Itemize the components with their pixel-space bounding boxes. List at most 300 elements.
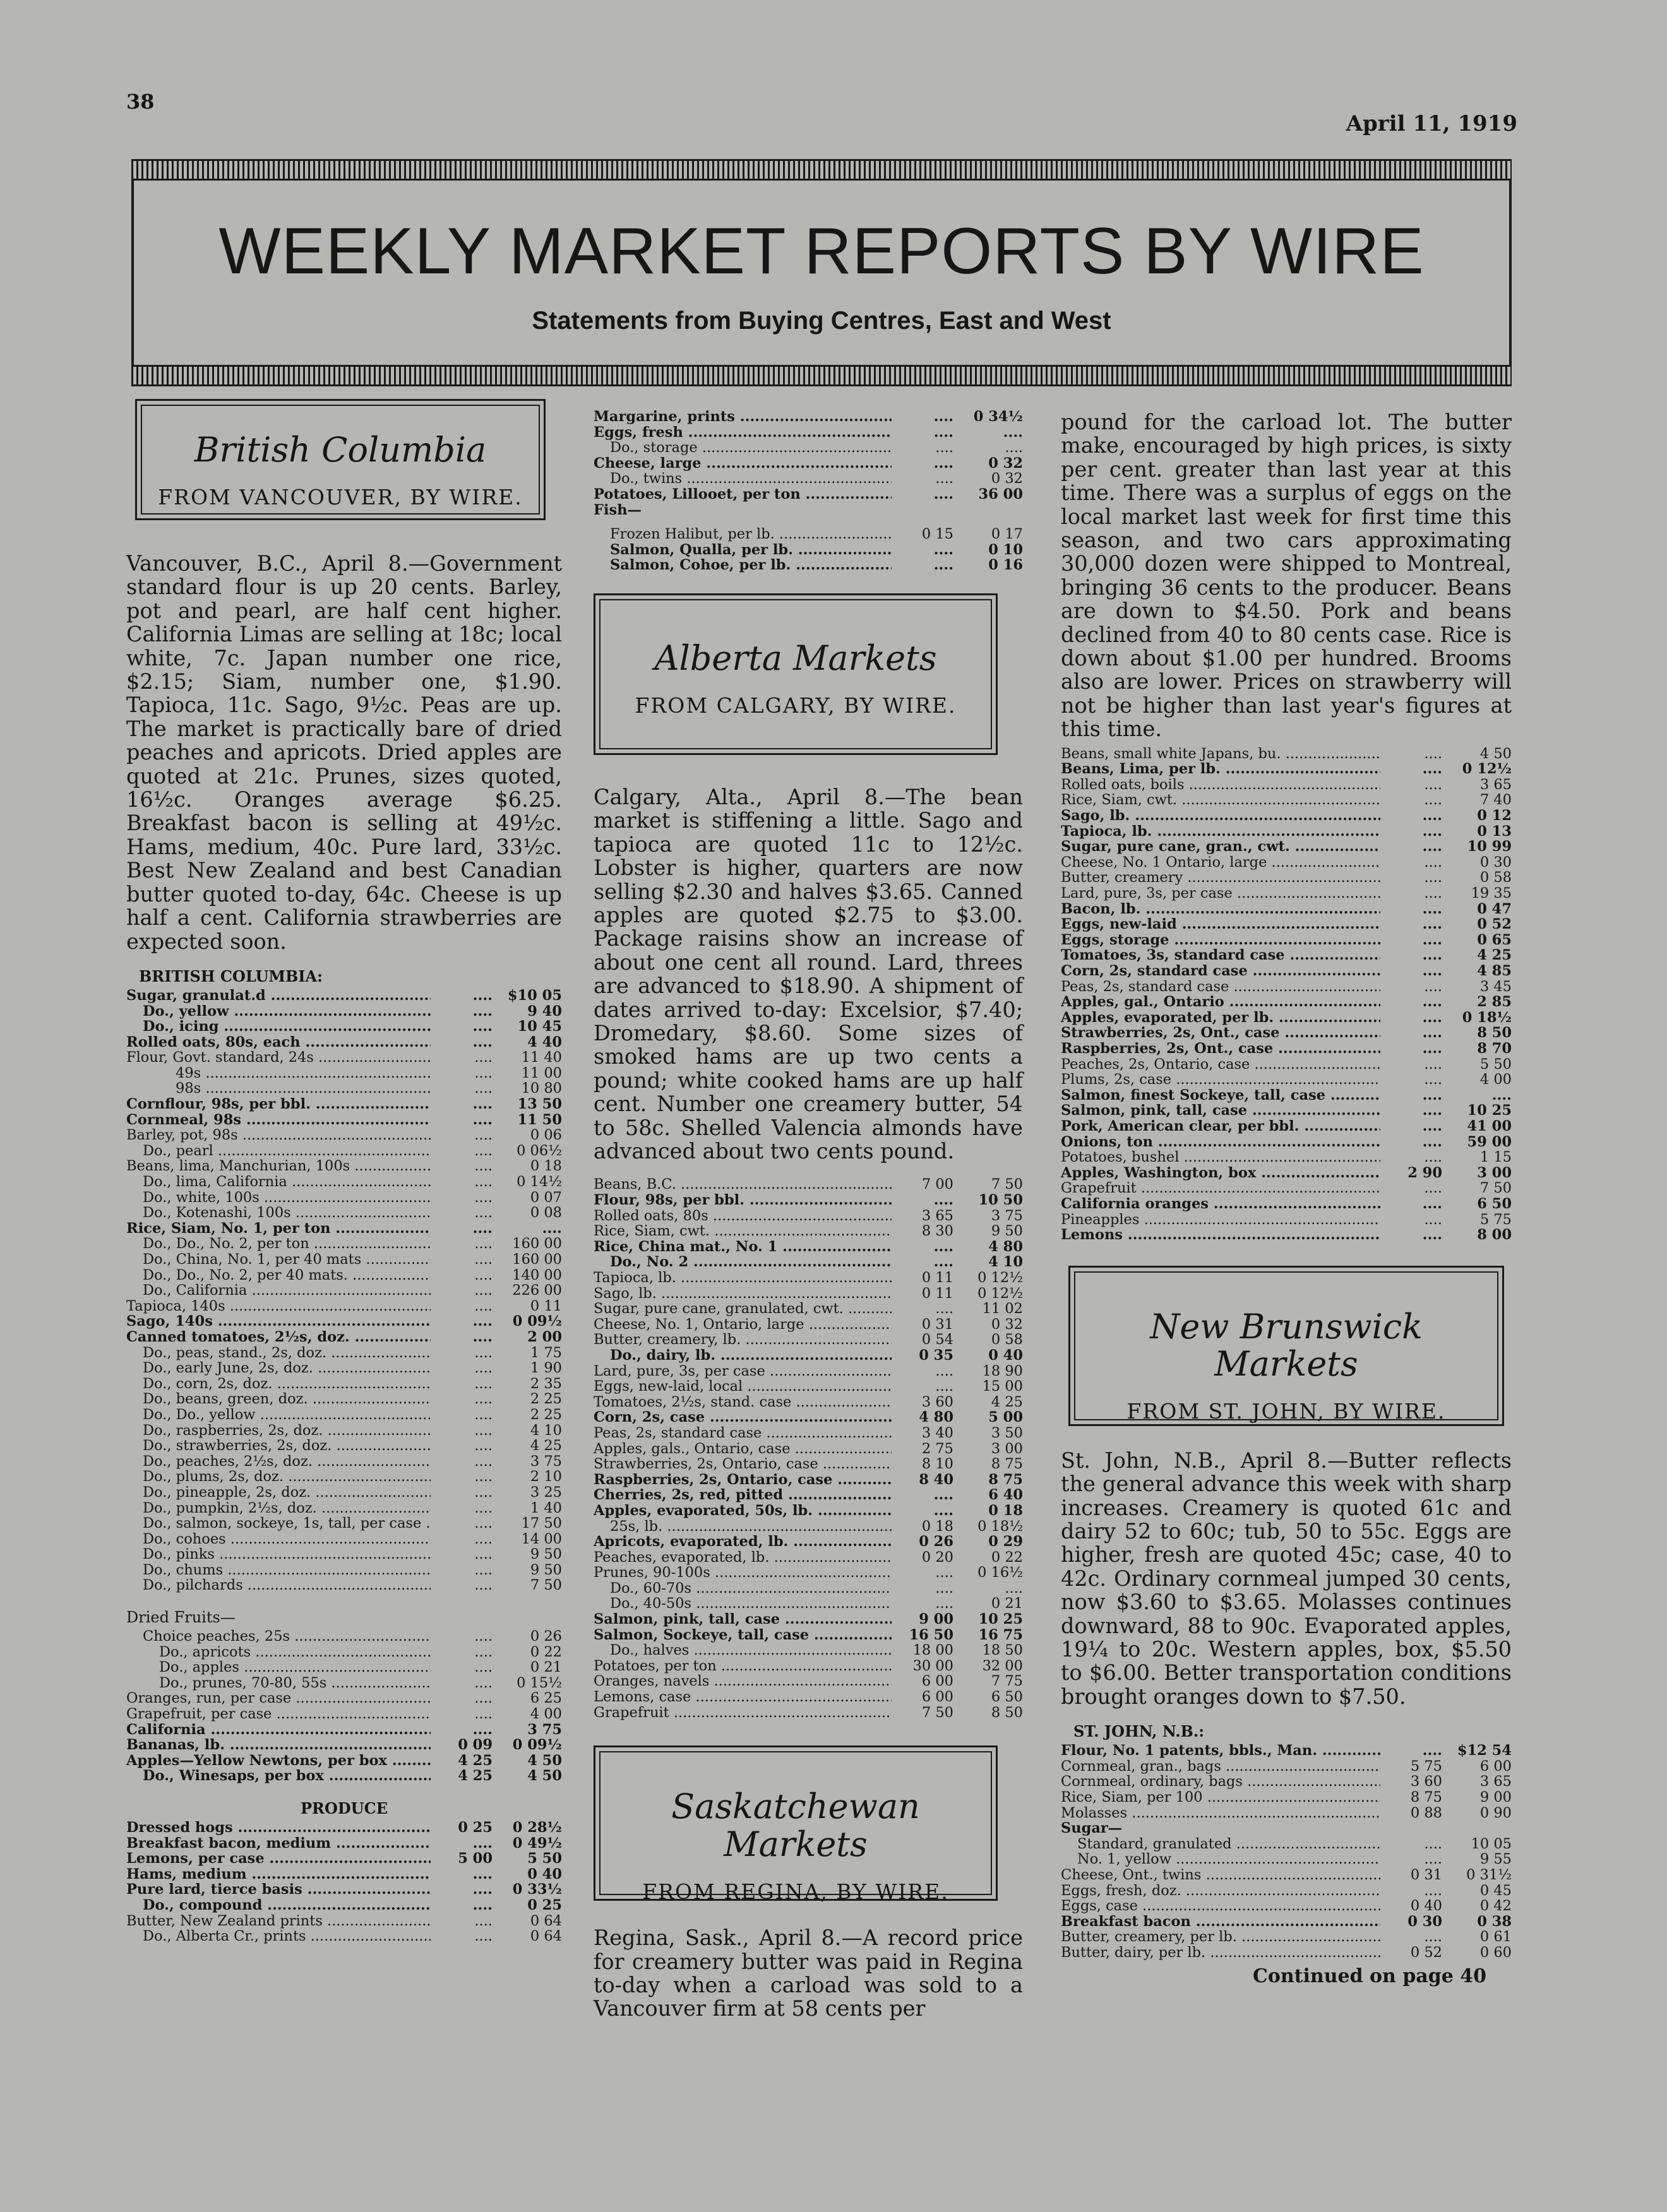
- price-row: [126, 1050, 562, 1066]
- item-label: Sugar—: [1061, 1821, 1123, 1836]
- item-label: Pork, American clear, per bbl. .....: [1061, 1119, 1380, 1134]
- price-row: [126, 1929, 562, 1944]
- price-high: 10 05: [1471, 1835, 1512, 1852]
- item-label: Frozen Halibut, per lb. .....: [594, 526, 892, 542]
- sask-heading-inner: [599, 1751, 992, 1904]
- price-high: 3 00: [991, 1440, 1023, 1457]
- item-label: Canned tomatoes, 2½s, doz. .....: [126, 1329, 431, 1345]
- item-label: Tomatoes, 3s, standard case .....: [1061, 948, 1380, 963]
- price-high: ....: [1003, 424, 1023, 441]
- price-low: ....: [474, 1406, 493, 1423]
- item-label: Lemons, per case .....: [126, 1851, 431, 1867]
- price-row: [594, 542, 1023, 558]
- price-high: 8 75: [988, 1471, 1023, 1488]
- alberta-price-table: [594, 1177, 1023, 1720]
- price-low: ....: [1424, 869, 1442, 886]
- price-low: ....: [474, 1628, 493, 1645]
- item-label: Flour, 98s, per bbl. .....: [594, 1192, 892, 1208]
- price-low: 0 25: [458, 1819, 493, 1836]
- price-high: 160 00: [512, 1235, 562, 1252]
- item-label: Pineapples .....: [1061, 1212, 1380, 1228]
- price-low: 8 75: [1410, 1788, 1442, 1805]
- price-low: ....: [474, 1499, 493, 1516]
- nb-heading-box: [1068, 1266, 1504, 1426]
- price-high: 4 25: [1477, 947, 1512, 964]
- price-low: 4 25: [458, 1768, 493, 1785]
- price-high: 9 50: [530, 1546, 562, 1563]
- price-row: [126, 1081, 562, 1097]
- price-row: [594, 1410, 1023, 1425]
- price-low: ....: [472, 1896, 493, 1913]
- price-row: [594, 487, 1023, 502]
- price-row: [1061, 1867, 1512, 1883]
- price-high: 16 75: [978, 1626, 1023, 1643]
- price-row: [594, 1208, 1023, 1224]
- price-low: ....: [935, 1362, 953, 1379]
- item-label: Cornmeal, 98s .....: [126, 1112, 431, 1128]
- price-row: [126, 1469, 562, 1485]
- price-row: [126, 1660, 562, 1675]
- bc-price-table: [126, 988, 562, 1593]
- price-low: ....: [474, 1174, 493, 1191]
- price-high: 0 58: [1479, 869, 1512, 886]
- price-high: [953, 502, 1023, 518]
- price-low: ....: [472, 1865, 493, 1882]
- item-label: Cheese, No. 1 Ontario, large .....: [1061, 855, 1380, 871]
- item-label: Choice peaches, 25s .....: [126, 1629, 431, 1644]
- price-high: $12 54: [1457, 1742, 1512, 1759]
- price-low: ....: [1422, 1227, 1442, 1244]
- price-high: 0 07: [530, 1189, 562, 1206]
- page-number: 38: [126, 90, 155, 114]
- price-low: ....: [472, 1096, 493, 1113]
- item-label: Tapioca, lb. .....: [1061, 824, 1380, 840]
- sask-report: Regina, Sask., April 8.—A record price for creamery butter was paid in Regina to-day when a carload was sold to a Vancouver firm at 58 cents per: [594, 1925, 1023, 2021]
- price-row: [594, 502, 1023, 518]
- price-low: ....: [474, 1344, 493, 1361]
- item-label: Apples, Washington, box .....: [1061, 1165, 1380, 1181]
- fish-table: [594, 526, 1023, 573]
- item-label: Do., pearl .....: [126, 1143, 431, 1159]
- banner-rule-bottom: [131, 365, 1512, 386]
- bc-heading-box: [135, 399, 546, 520]
- item-label: Peaches, 2s, Ontario, case .....: [1061, 1057, 1380, 1073]
- price-row: [1061, 979, 1512, 995]
- price-high: 2 25: [530, 1391, 562, 1408]
- item-label: No. 1, yellow .....: [1061, 1852, 1380, 1867]
- price-low: ....: [933, 485, 953, 502]
- price-high: 10 50: [978, 1192, 1023, 1209]
- bc-table-title: BRITISH COLUMBIA:: [139, 966, 323, 985]
- item-label: Lemons .....: [1061, 1227, 1380, 1243]
- price-low: ....: [1424, 853, 1442, 871]
- price-high: 9 00: [1479, 1788, 1512, 1805]
- price-row: [594, 1487, 1023, 1503]
- item-label: Lard, pure, 3s, per case .....: [1061, 886, 1380, 901]
- price-row: [126, 1391, 562, 1407]
- price-high: 0 06½: [517, 1142, 562, 1159]
- produce-table: [126, 1820, 562, 1944]
- item-label: Rice, Siam, cwt. .....: [1061, 792, 1380, 808]
- price-row: [1061, 1821, 1512, 1836]
- price-high: 10 99: [1467, 838, 1512, 855]
- price-low: ....: [1422, 1086, 1442, 1103]
- price-row: [1061, 1914, 1512, 1930]
- item-label: Lard, pure, 3s, per case .....: [594, 1364, 892, 1379]
- price-high: 4 85: [1477, 963, 1512, 979]
- price-low: ....: [1422, 900, 1442, 917]
- price-row: [594, 557, 1023, 573]
- price-high: 7 50: [991, 1176, 1023, 1193]
- price-low: ....: [474, 1297, 493, 1314]
- price-high: 0 06: [530, 1127, 562, 1144]
- price-high: 1 90: [530, 1360, 562, 1377]
- price-low: ....: [933, 1502, 953, 1519]
- item-label: Cherries, 2s, red, pitted .....: [594, 1487, 892, 1503]
- item-label: Do., cohoes .....: [126, 1531, 431, 1547]
- price-high: 0 31½: [1466, 1866, 1512, 1883]
- price-row: [594, 1223, 1023, 1239]
- bc-subtitle: FROM VANCOUVER, BY WIRE.: [158, 485, 523, 510]
- price-low: ....: [1424, 792, 1442, 809]
- price-high: 7 40: [1479, 792, 1512, 809]
- price-high: 0 64: [530, 1912, 562, 1929]
- item-label: Rice, Siam, No. 1, per ton .....: [126, 1221, 431, 1237]
- banner-box: [131, 181, 1512, 365]
- item-label: Cornmeal, ordinary, bags .....: [1061, 1774, 1380, 1790]
- alberta-subtitle: FROM CALGARY, BY WIRE.: [635, 693, 957, 718]
- price-row: [594, 1364, 1023, 1379]
- price-row: [594, 1270, 1023, 1286]
- price-low: ....: [474, 1659, 493, 1676]
- price-low: ....: [933, 541, 953, 558]
- price-low: ....: [1422, 1195, 1442, 1212]
- price-row: [594, 1441, 1023, 1457]
- price-high: 0 32: [991, 470, 1023, 487]
- price-low: 0 09: [458, 1737, 493, 1754]
- price-row: [126, 1035, 562, 1050]
- price-high: 0 45: [1479, 1882, 1512, 1899]
- price-low: 18 00: [912, 1642, 953, 1659]
- item-label: Apricots, evaporated, lb. .....: [594, 1534, 892, 1550]
- price-low: ....: [1424, 1851, 1442, 1868]
- item-label: Do., peaches, 2½s, doz. .....: [126, 1454, 431, 1470]
- price-high: 0 61: [1479, 1929, 1512, 1946]
- price-high: 11 50: [517, 1111, 562, 1128]
- price-low: ....: [1422, 1117, 1442, 1134]
- price-low: ....: [474, 1453, 493, 1470]
- price-high: 5 75: [1479, 1211, 1512, 1228]
- price-high: 10 45: [517, 1018, 562, 1035]
- price-high: 0 29: [988, 1533, 1023, 1550]
- price-row: [1061, 917, 1512, 932]
- price-low: ....: [935, 1564, 953, 1581]
- price-row: [1061, 1057, 1512, 1073]
- alberta-title: Alberta Markets: [654, 638, 937, 678]
- nb-subtitle: FROM ST. JOHN, BY WIRE.: [1126, 1399, 1446, 1424]
- price-row: [594, 1503, 1023, 1519]
- price-high: 2 85: [1477, 994, 1512, 1011]
- price-high: 0 30: [1479, 853, 1512, 871]
- price-high: 0 22: [530, 1643, 562, 1660]
- item-label: Grapefruit .....: [594, 1705, 892, 1721]
- price-row: [126, 1516, 562, 1531]
- item-label: Cheese, Ont., twins .....: [1061, 1867, 1380, 1883]
- price-low: 0 20: [921, 1549, 953, 1566]
- item-label: Do., storage .....: [594, 440, 892, 456]
- price-low: ....: [474, 1049, 493, 1066]
- issue-date: April 11, 1919: [1346, 111, 1517, 136]
- item-label: Do., early June, 2s, doz. .....: [126, 1360, 431, 1376]
- sask-subtitle: FROM REGINA, BY WIRE.: [642, 1879, 949, 1904]
- price-low: ....: [1424, 1071, 1442, 1088]
- item-label: Eggs, new-laid, local .....: [594, 1379, 892, 1394]
- item-label: Corn, 2s, standard case .....: [1061, 963, 1380, 979]
- price-low: 8 30: [921, 1223, 953, 1240]
- price-row: [126, 1252, 562, 1268]
- price-row: [126, 1127, 562, 1143]
- item-label: Oranges, run, per case .....: [126, 1691, 431, 1706]
- item-label: Salmon, pink, tall, case .....: [1061, 1103, 1380, 1119]
- price-row: [1061, 1119, 1512, 1134]
- price-high: 7 50: [1479, 1180, 1512, 1197]
- price-row: [126, 1158, 562, 1174]
- price-low: 8 40: [919, 1471, 953, 1488]
- price-high: 6 40: [988, 1487, 1023, 1504]
- price-row: [1061, 963, 1512, 979]
- price-row: [126, 1329, 562, 1345]
- item-label: Peas, 2s, standard case .....: [1061, 979, 1380, 995]
- price-high: 8 70: [1477, 1040, 1512, 1057]
- price-low: ....: [474, 1251, 493, 1268]
- price-high: 9 50: [530, 1561, 562, 1578]
- price-low: ....: [474, 1530, 493, 1547]
- price-low: ....: [474, 1484, 493, 1501]
- price-low: ....: [933, 455, 953, 472]
- bc-continued-table: [594, 409, 1023, 518]
- price-row: [126, 1345, 562, 1361]
- price-low: ....: [474, 1546, 493, 1563]
- item-label: Oranges, navels .....: [594, 1674, 892, 1689]
- item-label: Bananas, lb. .....: [126, 1737, 431, 1753]
- price-high: 0 58: [991, 1331, 1023, 1348]
- item-label: Lemons, case .....: [594, 1689, 892, 1705]
- item-label: Do., China, No. 1, per 40 mats .....: [126, 1252, 431, 1268]
- item-label: Tapioca, lb. .....: [594, 1270, 892, 1286]
- price-low: ....: [474, 1391, 493, 1408]
- price-low: 0 11: [921, 1285, 953, 1302]
- sask-heading-box: [594, 1745, 998, 1904]
- item-label: Rolled oats, 80s, each .....: [126, 1035, 431, 1050]
- price-high: 0 32: [988, 455, 1023, 472]
- price-row: [126, 1097, 562, 1112]
- price-row: [126, 1820, 562, 1836]
- item-label: Pure lard, tierce basis .....: [126, 1882, 431, 1898]
- item-label: Standard, granulated .....: [1061, 1836, 1380, 1852]
- price-row: [594, 440, 1023, 456]
- price-high: 4 50: [527, 1752, 562, 1769]
- price-low: ....: [1424, 885, 1442, 902]
- item-label: Do., salmon, sockeye, 1s, tall, per case .....: [126, 1516, 431, 1531]
- price-low: ....: [474, 1142, 493, 1159]
- price-row: [1061, 1852, 1512, 1867]
- price-low: ....: [1424, 745, 1442, 762]
- price-high: ....: [1005, 439, 1023, 456]
- price-low: ....: [474, 1912, 493, 1929]
- price-row: [594, 526, 1023, 542]
- price-low: ....: [935, 439, 953, 456]
- price-row: [126, 1706, 562, 1722]
- price-low: ....: [933, 1238, 953, 1255]
- price-low: 6 00: [921, 1673, 953, 1690]
- price-low: 4 80: [919, 1409, 953, 1426]
- price-row: [1061, 824, 1512, 840]
- price-row: [1061, 761, 1512, 777]
- price-row: [1061, 994, 1512, 1010]
- item-label: Rice, Siam, cwt. .....: [594, 1223, 892, 1239]
- item-label: Peas, 2s, standard case .....: [594, 1425, 892, 1441]
- price-low: 0 31: [921, 1316, 953, 1333]
- price-row: [594, 1254, 1023, 1270]
- item-label: Do., plums, 2s, doz. .....: [126, 1469, 431, 1485]
- price-high: 3 65: [1479, 1773, 1512, 1790]
- price-high: 0 42: [1479, 1898, 1512, 1915]
- price-high: 5 00: [988, 1409, 1023, 1426]
- item-label: 98s .....: [126, 1081, 431, 1097]
- price-row: [594, 1317, 1023, 1333]
- item-label: Do., strawberries, 2s, doz. .....: [126, 1438, 431, 1454]
- price-high: 3 75: [527, 1721, 562, 1738]
- item-label: Potatoes, Lillooet, per ton .....: [594, 487, 892, 502]
- nb-report: St. John, N.B., April 8.—Butter reflects the general advance this week with sharp increases. Creamery is quoted 61c and dairy 52 to 60c; tub, 50 to 55c. Eggs are higher, fresh are quoted 45c; case, 40 to 42c. Ordinary cornmeal jumped 30 cents, now $3.60 to $3.65. Molasses continues downward, 88 to 90c. Evaporated apples, 19¼ to 20c. Western apples, box, $5.50 to $6.00. Better transportation conditions brought oranges down to $7.50.: [1061, 1448, 1512, 1709]
- bc-title: British Columbia: [194, 430, 487, 470]
- price-low: ....: [472, 1881, 493, 1898]
- price-row: [126, 1562, 562, 1578]
- price-low: 3 60: [1410, 1773, 1442, 1790]
- price-low: ....: [933, 1487, 953, 1504]
- price-row: [594, 1472, 1023, 1488]
- price-low: ....: [472, 1002, 493, 1020]
- alberta-report: Calgary, Alta., April 8.—The bean market is stiffening a little. Sago and tapioca are quoted 11c to 12½c. Lobster is higher, quarters are now selling $2.30 and halves $3.65. Canned apples are quoted $2.75 to $3.00. Package raisins show an increase of about one cent all round. Lard, threes are advanced to $18.90. A shipment of dates arrived to-day: Excelsior, $7.40; Dromedary, $8.60. Some sizes of smoked hams are up two cents a pound; white cooked hams are up half cent. Number one creamery butter, 54 to 58c. Shelled Valencia almonds have advanced about two cents pound.: [594, 784, 1023, 1164]
- item-label: Tomatoes, 2½s, stand. case .....: [594, 1394, 892, 1410]
- price-high: 0 21: [530, 1659, 562, 1676]
- price-low: ....: [1422, 963, 1442, 979]
- banner-subtitle: Statements from Buying Centres, East and West: [532, 307, 1111, 335]
- price-low: 3 65: [921, 1207, 953, 1224]
- item-label: Rolled oats, 80s .....: [594, 1208, 892, 1224]
- item-label: Apples, gal., Ontario .....: [1061, 994, 1380, 1010]
- item-label: Do., twins .....: [594, 471, 892, 487]
- price-row: [1061, 1743, 1512, 1759]
- column-3: [1061, 410, 1512, 1987]
- price-row: [126, 1143, 562, 1159]
- price-high: 2 25: [530, 1406, 562, 1423]
- price-row: [126, 1531, 562, 1547]
- price-row: [126, 1898, 562, 1913]
- item-label: Grapefruit .....: [1061, 1180, 1380, 1196]
- price-low: ....: [474, 1127, 493, 1144]
- item-label: Flour, Govt. standard, 24s .....: [126, 1050, 431, 1066]
- price-row: [594, 1239, 1023, 1255]
- price-low: 7 50: [921, 1704, 953, 1721]
- price-high: 1 40: [530, 1499, 562, 1516]
- price-high: 0 18: [988, 1502, 1023, 1519]
- price-high: 3 45: [1479, 978, 1512, 995]
- price-low: ....: [474, 1360, 493, 1377]
- item-label: Do., compound .....: [126, 1898, 431, 1913]
- price-high: 9 40: [527, 1002, 562, 1020]
- item-label: Barley, pot, 98s .....: [126, 1127, 431, 1143]
- item-label: Butter, creamery .....: [1061, 870, 1380, 886]
- price-high: 59 00: [1467, 1133, 1512, 1150]
- price-high: 4 00: [530, 1706, 562, 1723]
- item-label: Cornmeal, gran., bags .....: [1061, 1759, 1380, 1775]
- item-label: Eggs, fresh .....: [594, 425, 892, 441]
- price-high: [1442, 1821, 1512, 1836]
- item-label: Do., icing .....: [126, 1019, 431, 1035]
- item-label: Butter, creamery, lb. .....: [594, 1332, 892, 1348]
- price-high: 0 09½: [512, 1313, 562, 1330]
- price-high: ....: [542, 1220, 562, 1237]
- item-label: Beans, B.C. .....: [594, 1177, 892, 1192]
- price-row: [1061, 1025, 1512, 1041]
- item-label: Rolled oats, boils .....: [1061, 777, 1380, 793]
- price-row: [594, 1596, 1023, 1612]
- price-low: ....: [474, 1189, 493, 1206]
- price-low: ....: [474, 1204, 493, 1222]
- price-low: 0 52: [1410, 1944, 1442, 1961]
- price-high: 4 25: [991, 1393, 1023, 1410]
- price-high: 14 00: [521, 1530, 562, 1547]
- price-high: 0 28½: [512, 1819, 562, 1836]
- price-high: 0 40: [988, 1347, 1023, 1364]
- price-low: ....: [472, 1328, 493, 1345]
- price-row: [126, 1360, 562, 1376]
- price-high: 4 40: [527, 1033, 562, 1050]
- price-high: 8 50: [1477, 1025, 1512, 1042]
- price-high: 4 50: [1479, 745, 1512, 762]
- price-high: 11 40: [521, 1049, 562, 1066]
- price-row: [594, 1379, 1023, 1394]
- price-row: [1061, 777, 1512, 793]
- price-high: 0 12½: [977, 1270, 1023, 1286]
- price-high: 3 00: [1477, 1164, 1512, 1181]
- price-high: 3 75: [991, 1207, 1023, 1224]
- price-high: 3 25: [530, 1484, 562, 1501]
- price-row: [594, 1612, 1023, 1627]
- price-low: 5 00: [458, 1850, 493, 1867]
- price-high: ....: [1005, 1579, 1023, 1597]
- price-high: 140 00: [512, 1266, 562, 1283]
- item-label: 49s .....: [126, 1066, 431, 1081]
- item-label: Butter, creamery, per lb. .....: [1061, 1929, 1380, 1945]
- item-label: Do., halves .....: [594, 1643, 892, 1658]
- price-high: 9 55: [1479, 1851, 1512, 1868]
- price-high: 2 35: [530, 1375, 562, 1392]
- item-label: 25s, lb. .....: [594, 1519, 892, 1535]
- item-label: Do., beans, green, doz. .....: [126, 1391, 431, 1407]
- price-high: 41 00: [1467, 1117, 1512, 1134]
- column-1: [126, 399, 562, 1944]
- price-high: 11 02: [982, 1300, 1023, 1317]
- price-low: ....: [1424, 1835, 1442, 1852]
- price-high: 17 50: [521, 1515, 562, 1532]
- price-row: [1061, 792, 1512, 808]
- price-high: 0 47: [1477, 900, 1512, 917]
- price-row: [126, 1221, 562, 1237]
- item-label: Fish—: [594, 502, 642, 518]
- price-low: ....: [933, 424, 953, 441]
